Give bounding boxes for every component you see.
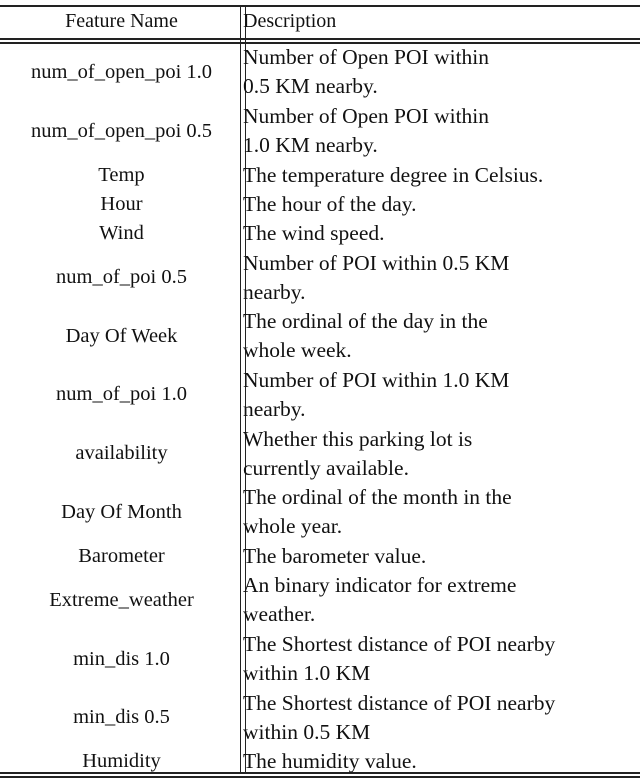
feature-name: Barometer	[78, 544, 165, 567]
feature-name: Humidity	[82, 750, 161, 773]
feature-description: Number of POI within 1.0 KM nearby.	[243, 367, 510, 421]
feature-name: Day Of Month	[61, 500, 182, 523]
header-feature-name: Feature Name	[65, 10, 178, 32]
table-row	[0, 542, 640, 571]
feature-description: An binary indicator for extreme weather.	[243, 573, 517, 627]
table-row	[0, 571, 640, 630]
feature-description: Number of POI within 0.5 KM nearby.	[243, 250, 510, 304]
table-row	[0, 483, 640, 542]
feature-description: The humidity value.	[243, 749, 417, 774]
feature-description: Whether this parking lot is currently available.	[243, 426, 473, 480]
table-row	[0, 219, 640, 248]
table-row	[0, 630, 640, 689]
feature-description: The barometer value.	[243, 543, 427, 568]
table-row	[0, 190, 640, 219]
feature-name: min_dis 0.5	[73, 706, 170, 729]
header-description: Description	[243, 10, 337, 32]
feature-name: Wind	[99, 222, 144, 245]
feature-name: Day Of Week	[65, 324, 178, 347]
feature-description: The ordinal of the month in the whole year.	[243, 485, 512, 539]
feature-name: Extreme_weather	[49, 588, 194, 611]
feature-description: The ordinal of the day in the whole week.	[243, 309, 488, 363]
feature-description: The Shortest distance of POI nearby within 1.0 KM	[243, 632, 556, 686]
table-row	[0, 747, 640, 776]
table-row	[0, 102, 640, 161]
table-row	[0, 43, 640, 102]
feature-description: The temperature degree in Celsius.	[243, 162, 544, 187]
feature-name: num_of_open_poi 0.5	[30, 119, 213, 142]
feature-name: Temp	[98, 163, 145, 186]
feature-description: The hour of the day.	[243, 191, 417, 216]
feature-description: The wind speed.	[243, 221, 385, 246]
feature-name: num_of_open_poi 1.0	[30, 60, 213, 83]
table-row	[0, 424, 640, 483]
header-row	[0, 7, 640, 36]
table-row	[0, 248, 640, 307]
table-row	[0, 307, 640, 366]
table-row	[0, 160, 640, 189]
feature-name: Hour	[100, 192, 143, 215]
feature-table	[0, 7, 640, 776]
feature-name: min_dis 1.0	[73, 647, 170, 670]
feature-name: num_of_poi 1.0	[56, 383, 187, 406]
table-row	[0, 688, 640, 747]
feature-description: The Shortest distance of POI nearby within 0.5 KM	[243, 690, 556, 744]
feature-name: num_of_poi 0.5	[56, 266, 187, 289]
feature-name: availability	[75, 442, 168, 465]
table-row	[0, 366, 640, 425]
feature-description: Number of Open POI within 0.5 KM nearby.	[243, 45, 490, 99]
feature-description: Number of Open POI within 1.0 KM nearby.	[243, 104, 490, 158]
